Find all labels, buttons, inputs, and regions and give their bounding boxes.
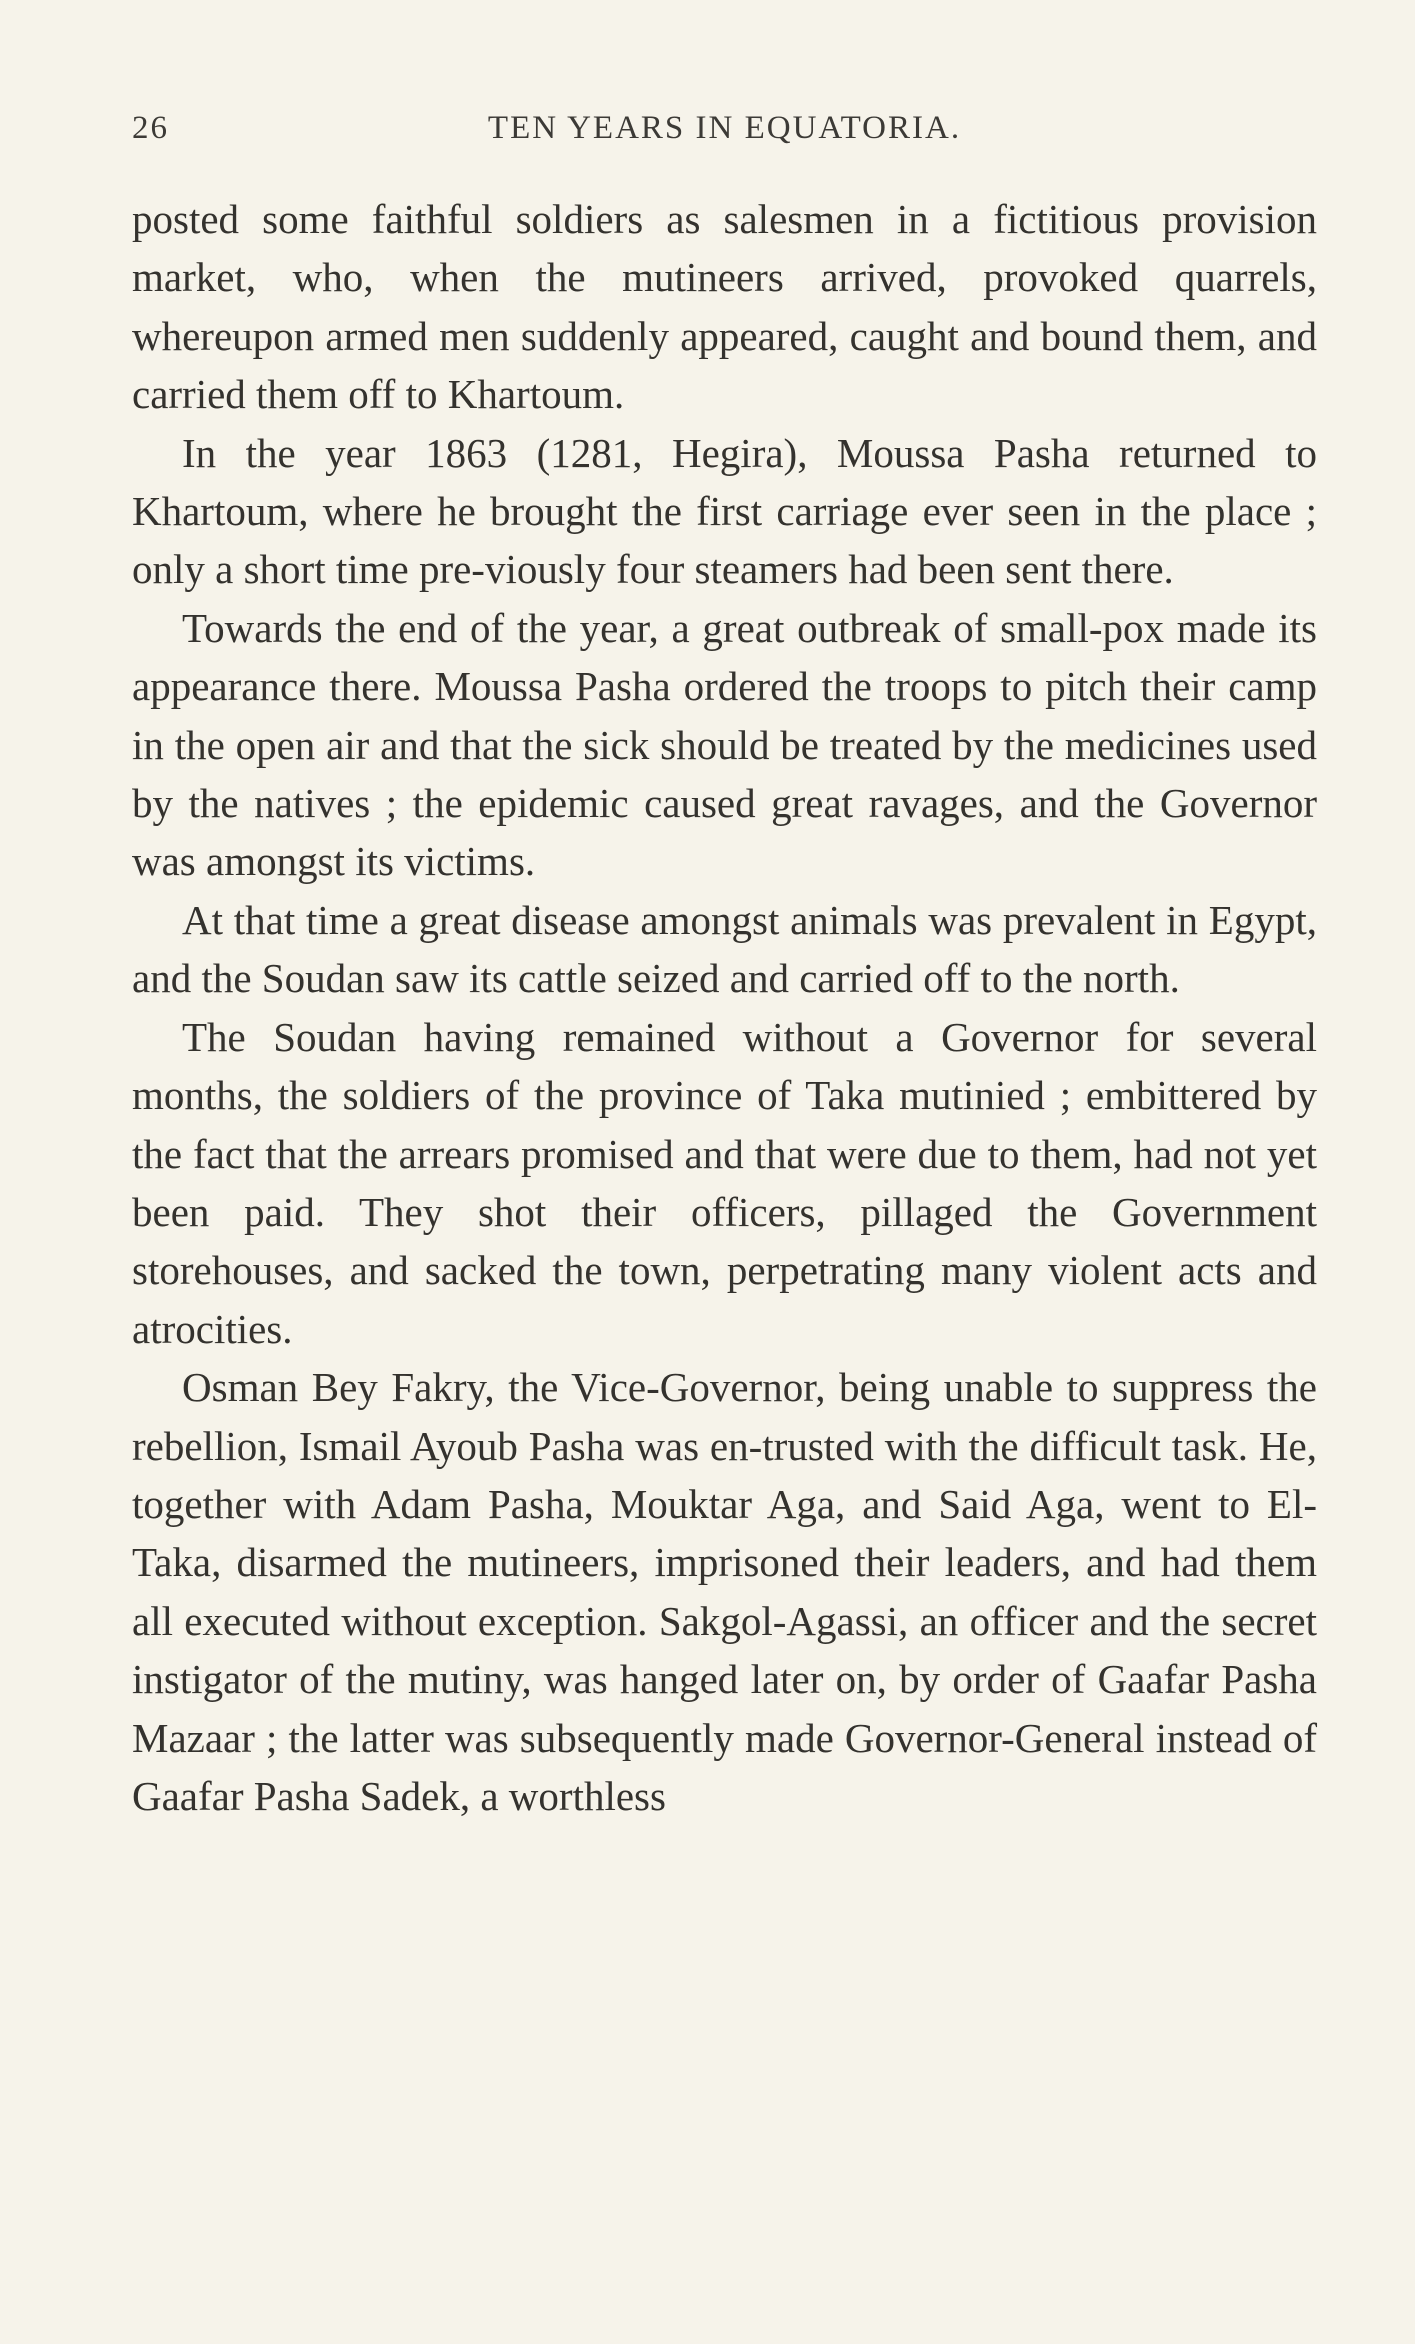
paragraph-continued: posted some faithful soldiers as salesmen in a fictitious provision market, who, when the mutineers arrived, provoked quarrels, whereupon armed men suddenly appeared, caught and bound them, and carried them off to Khartoum. [132, 196, 1317, 418]
running-title: TEN YEARS IN EQUATORIA. [487, 110, 962, 146]
paragraph: Osman Bey Fakry, the Vice-Governor, being unable to suppress the rebellion, Ismail Ayoub Pasha was en-trusted with the difficult task. He, together with Adam Pasha, Mouktar Aga, and Said Aga, went to El-Taka, disarmed the mutineers, imprisoned their leaders, and had them all executed without exception. Sakgol-Agassi, an officer and the secret instigator of the mutiny, was hanged later on, by order of Gaafar Pasha Mazaar ; the latter was subsequently made Governor-General instead of Gaafar Pasha Sadek, a worthless [132, 1364, 1317, 1819]
paragraph: At that time a great disease amongst animals was prevalent in Egypt, and the Soudan saw its cattle seized and carried off to the north. [132, 896, 1317, 1002]
body-text [132, 190, 1317, 1825]
paragraph: In the year 1863 (1281, Hegira), Moussa Pasha returned to Khartoum, where he brought the first carriage ever seen in the place ; only a short time pre-viously four steamers had been sent there. [132, 429, 1317, 593]
paragraph: The Soudan having remained without a Governor for several months, the soldiers of the province of Taka mutinied ; embittered by the fact that the arrears promised and that were due to them, had not yet been paid. They shot their officers, pillaged the Government storehouses, and sacked the town, perpetrating many violent acts and atrocities. [132, 1013, 1317, 1352]
paragraph: Towards the end of the year, a great outbreak of small-pox made its appearance there. Moussa Pasha ordered the troops to pitch their camp in the open air and that the sick should be treated by the medicines used by the natives ; the epidemic caused great ravages, and the Governor was amongst its victims. [132, 604, 1317, 885]
page-number: 26 [132, 110, 169, 146]
running-head [132, 110, 1317, 154]
